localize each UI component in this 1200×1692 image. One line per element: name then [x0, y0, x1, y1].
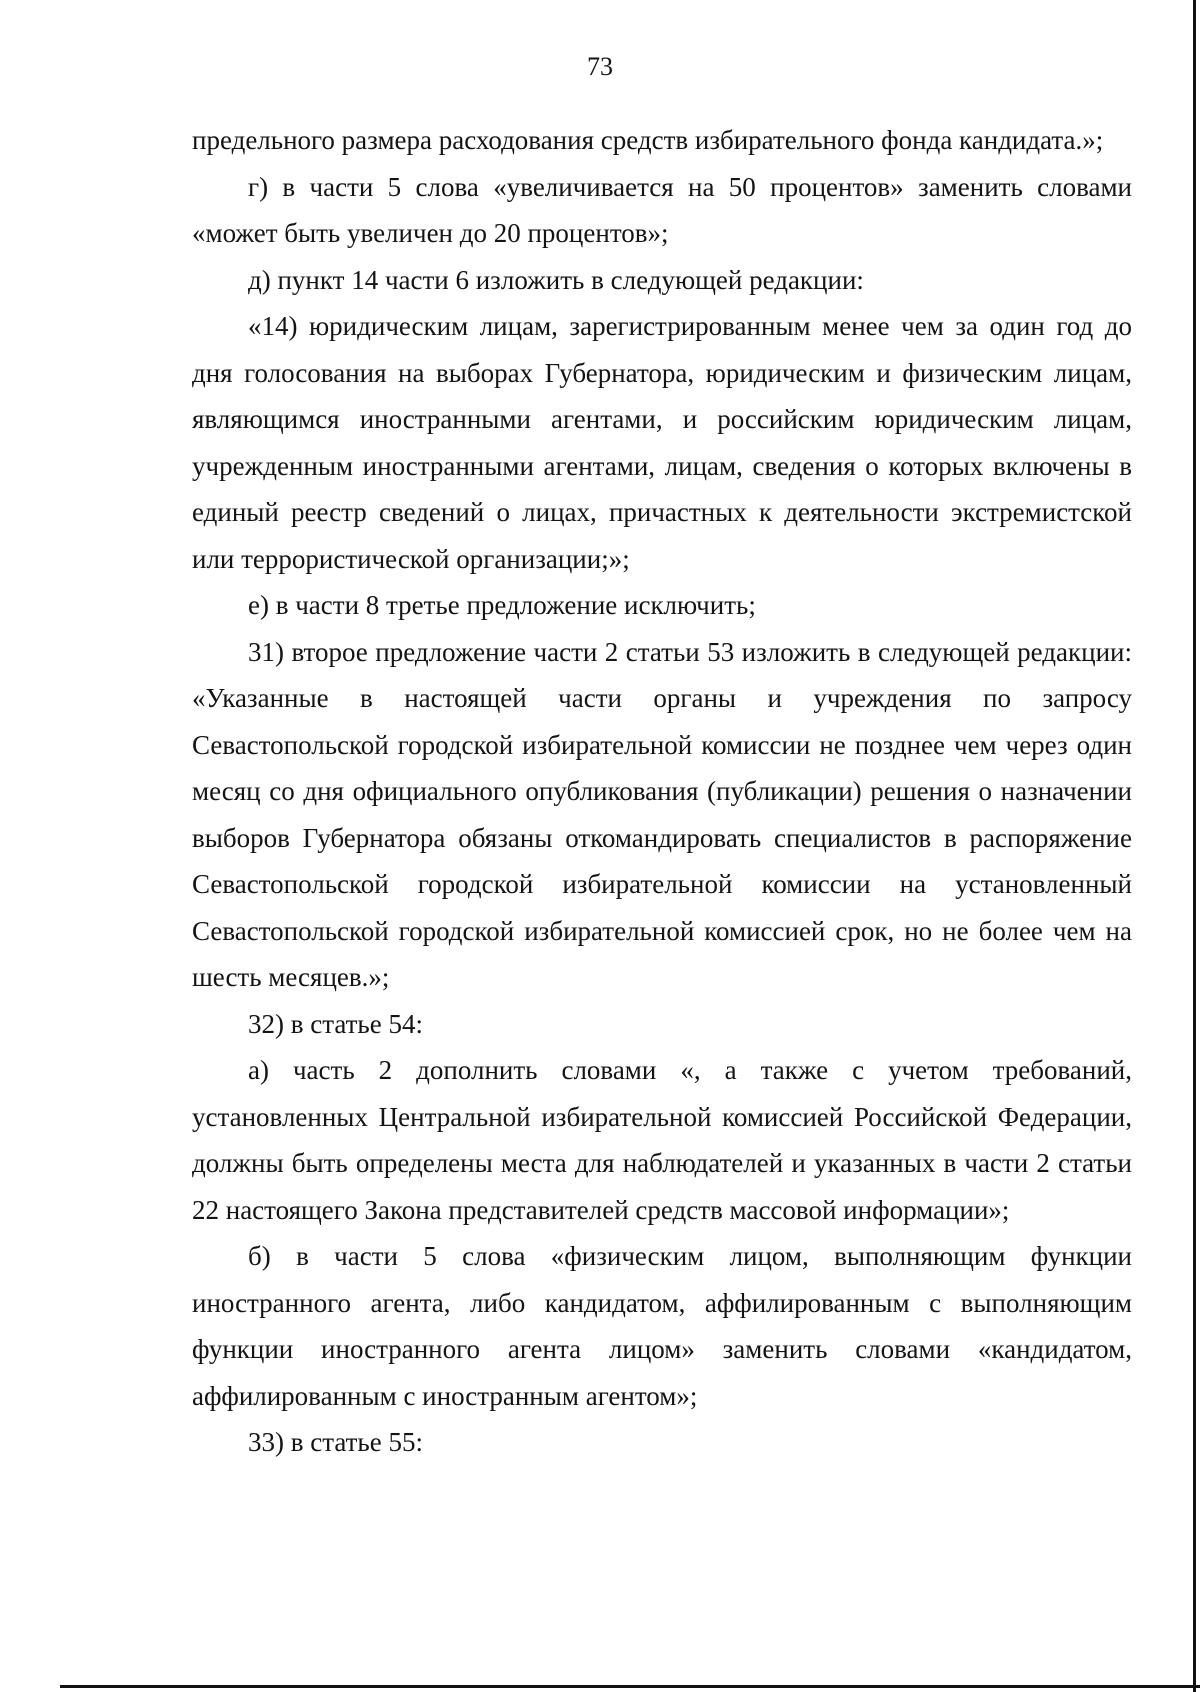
- paragraph: 33) в статье 55:: [248, 1427, 423, 1457]
- paragraph: б) в части 5 слова «физическим лицом, выполняющим функции иностранного агента, либо кандидатом, аффилированным с выполняющим функции иностранного агента лицом» заменить словами «кандидатом, аффилированным с иностранным агентом»;: [192, 1241, 1132, 1411]
- paragraph: д) пункт 14 части 6 изложить в следующей редакции:: [248, 264, 864, 295]
- document-body: [192, 117, 1132, 1466]
- page-number: 73: [587, 52, 613, 81]
- paragraph: е) в части 8 третье предложение исключить;: [248, 590, 756, 620]
- paragraph: «14) юридическим лицам, зарегистрированным менее чем за один год до дня голосования на выборах Губернатора, юридическим и физическим лицам, являющимся иностранными агентами, и российским юридическим лицам, учрежденным иностранными агентами, лицам, сведения о которых включены в единый реестр сведений о лицах, причастных к деятельности экстремистской или террористической организации;»;: [192, 311, 1132, 574]
- page-border-right: [1193, 0, 1196, 1692]
- page-border-bottom: [60, 1685, 1200, 1688]
- paragraph: предельного размера расходования средств избирательного фонда кандидата.»;: [192, 125, 1104, 155]
- paragraph: г) в части 5 слова «увеличивается на 50 процентов» заменить словами «может быть увеличен до 20 процентов»;: [192, 171, 1132, 248]
- paragraph: 32) в статье 54:: [248, 1008, 423, 1039]
- paragraph: 31) второе предложение части 2 статьи 53 изложить в следующей редакции: «Указанные в настоящей части органы и учреждения по запросу Севастопольской городской избирательной комиссии не позднее чем через один месяц со дня официального опубликования (публикации) решения о назначении выборов Губернатора обязаны откомандировать специалистов в распоряжение Севастопольской городской избирательной комиссии на установленный Севастопольской городской избирательной комиссией срок, но не более чем на шесть месяцев.»;: [192, 636, 1132, 992]
- paragraph: а) часть 2 дополнить словами «, а также с учетом требований, установленных Центральной избирательной комиссией Российской Федерации, должны быть определены места для наблюдателей и указанных в части 2 статьи 22 настоящего Закона представителей средств массовой информации»;: [192, 1055, 1132, 1225]
